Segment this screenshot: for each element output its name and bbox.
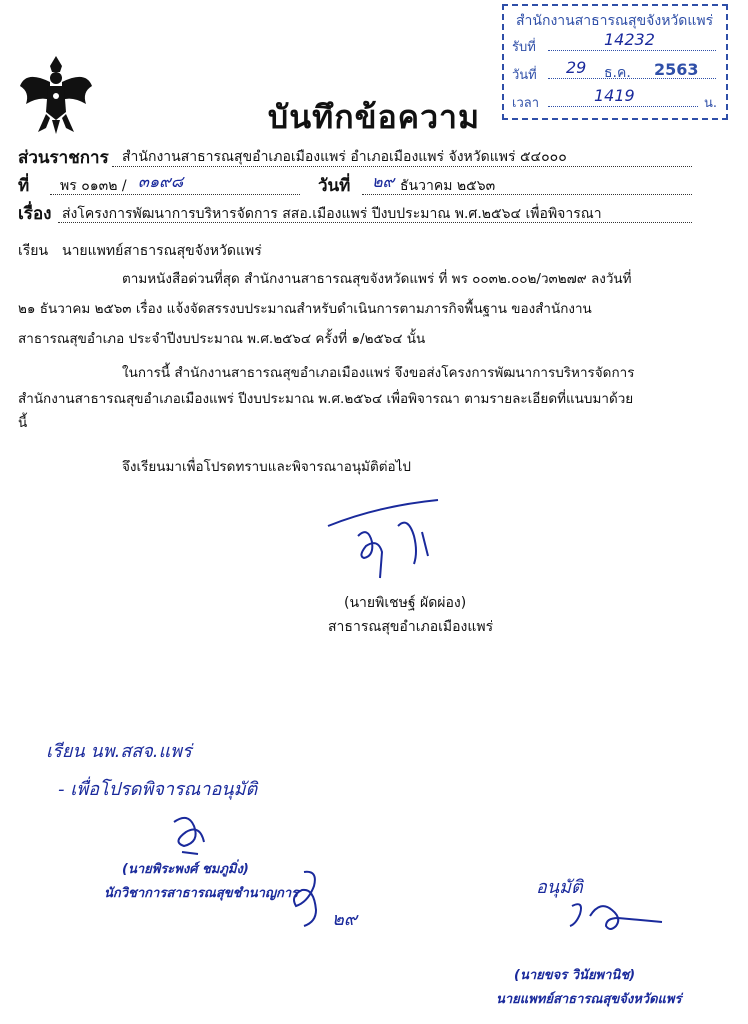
body-p2-line2: สำนักงานสาธารณสุขอำเภอเมืองแพร่ ปีงบประมาณ พ.ศ.๒๕๖๔ เพื่อพิจารณา ตามรายละเอียดที่แนบมาด้วย	[18, 391, 634, 407]
stamp-date-label: วันที่	[512, 68, 537, 83]
stamp-time-unit: น.	[704, 96, 718, 111]
body-p2-line1: ในการนี้ สำนักงานสาธารณสุขอำเภอเมืองแพร่ จึงขอส่งโครงการพัฒนาการบริหารจัดการ	[122, 365, 635, 381]
stamp-recv-no: 14232	[604, 30, 655, 49]
subject-dotline	[58, 222, 692, 223]
date-dotline	[362, 194, 692, 195]
note-line1: เรียน นพ.สสจ.แพร่	[46, 741, 192, 762]
agency-dotline	[112, 166, 692, 167]
approve-word: อนุมัติ	[536, 877, 583, 898]
signer-signature-icon	[318, 496, 468, 586]
subject-value: ส่งโครงการพัฒนาการบริหารจัดการ สสอ.เมืองแพร่ ปีงบประมาณ พ.ศ.๒๕๖๔ เพื่อพิจารณา	[62, 206, 602, 222]
memo-title: บันทึกข้อความ	[267, 98, 481, 136]
stamp-date-month: ธ.ค.	[604, 65, 631, 81]
ref-label: ที่	[18, 176, 30, 196]
date-label: วันที่	[318, 176, 351, 196]
stamp-recv-dots	[548, 50, 716, 51]
ref-value: พร ๐๑๓๒ /	[60, 178, 127, 194]
body-p1-line2: ๒๑ ธันวาคม ๒๕๖๓ เรื่อง แจ้งจัดสรรงบประมาณสำหรับดำเนินการตามภารกิจพื้นฐาน ของสำนักงาน	[18, 301, 592, 317]
director-name: (นายขจร วินัยพานิช)	[514, 968, 636, 983]
agency-value: สำนักงานสาธารณสุขอำเภอเมืองแพร่ อำเภอเมืองแพร่ จังหวัดแพร่ ๕๔๐๐๐	[122, 149, 567, 165]
date-rest: ธันวาคม ๒๕๖๓	[400, 178, 496, 194]
director-signature-icon	[566, 896, 666, 940]
stamp-date-year: 2563	[654, 60, 699, 79]
stamp-org: สำนักงานสาธารณสุขจังหวัดแพร่	[516, 13, 714, 29]
officer-name: (นายพิระพงศ์ ชมภูมิ่ง)	[122, 862, 249, 877]
signer-position: สาธารณสุขอำเภอเมืองแพร่	[328, 619, 494, 635]
officer-position: นักวิชาการสาธารณสุขชำนาญการ	[104, 886, 299, 901]
officer-initial-icon	[284, 866, 334, 930]
note-line2: - เพื่อโปรดพิจารณาอนุมัติ	[58, 779, 258, 800]
stamp-time-value: 1419	[594, 86, 635, 105]
subject-label: เรื่อง	[18, 204, 52, 224]
body-p2-line3: นี้	[18, 415, 28, 431]
body-closing: จึงเรียนมาเพื่อโปรดทราบและพิจารณาอนุมัติต่อไป	[122, 459, 411, 475]
signer-name: (นายพิเชษฐ์ ผัดผ่อง)	[344, 595, 467, 611]
date-handwritten: ๒๙	[372, 172, 395, 191]
stamp-recv-label: รับที่	[512, 40, 536, 55]
agency-label: ส่วนราชการ	[18, 148, 109, 168]
body-p1-line3: สาธารณสุขอำเภอ ประจำปีงบประมาณ พ.ศ.๒๕๖๔ ครั้งที่ ๑/๒๕๖๔ นั้น	[18, 331, 426, 347]
director-position: นายแพทย์สาธารณสุขจังหวัดแพร่	[496, 992, 682, 1007]
ref-handwritten: ๓๑๙๘	[138, 172, 184, 191]
to-value: นายแพทย์สาธารณสุขจังหวัดแพร่	[62, 243, 262, 259]
stamp-time-label: เวลา	[512, 96, 540, 111]
ref-dotline	[50, 194, 300, 195]
body-p1-line1: ตามหนังสือด่วนที่สุด สำนักงานสาธารณสุขจังหวัดแพร่ ที่ พร ๐๐๓๒.๐๐๒/ว๓๒๗๙ ลงวันที่	[122, 271, 632, 287]
officer-signature-icon	[164, 812, 214, 856]
officer-date: ๒๙	[332, 909, 358, 930]
stamp-date-day: 29	[566, 58, 587, 77]
to-label: เรียน	[18, 243, 49, 259]
